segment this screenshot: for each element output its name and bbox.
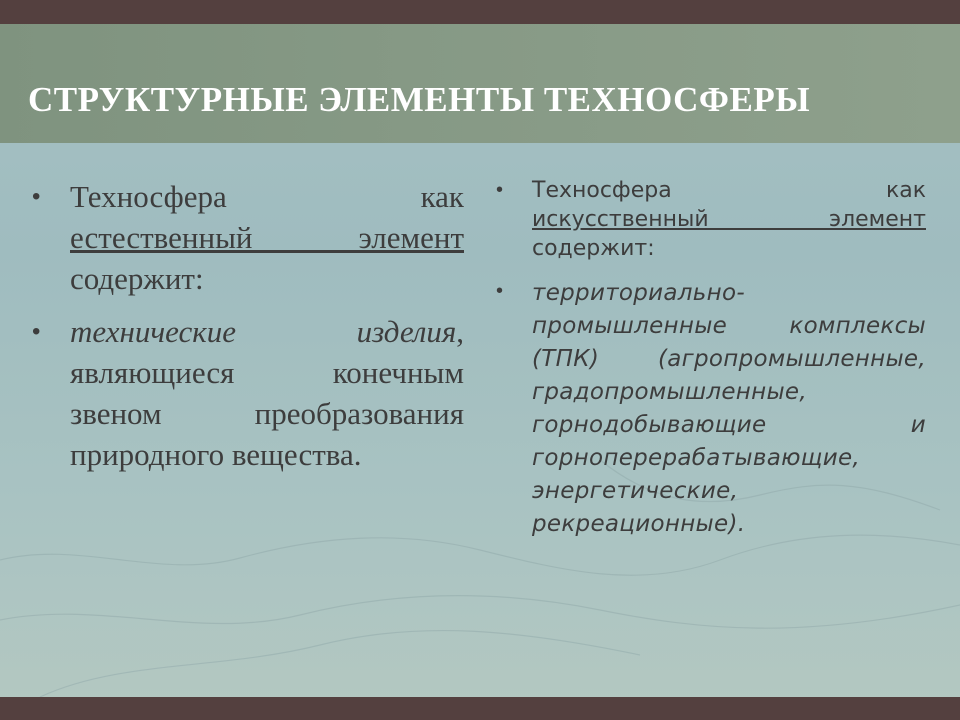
left-bullet-line-1	[70, 176, 464, 217]
right-word-as: как	[885, 178, 926, 203]
right-underlined-phrase: искусственный элемент	[532, 207, 926, 232]
right-bullet-artificial-element	[496, 176, 926, 263]
bullet-marker: •	[496, 280, 504, 302]
slide-title: СТРУКТУРНЫЕ ЭЛЕМЕНТЫ ТЕХНОСФЕРЫ	[28, 80, 811, 119]
right-column	[496, 176, 926, 541]
bullet-marker: •	[32, 318, 41, 345]
left-column	[32, 176, 464, 475]
left-bullet2-rest: являющиеся конечным звеном преобразования природного вещества.	[70, 355, 464, 472]
left-word-as: как	[420, 179, 464, 214]
bottom-frame-band	[0, 697, 960, 720]
top-frame-band	[0, 0, 960, 24]
right-bullet2-text: территориально-промышленные комплексы (ТПК) (агропромышленные, градопромышленные, горнодобывающие и горноперерабатывающие, энергетические, рекреационные).	[532, 280, 926, 537]
left-bullet-technical-products	[32, 311, 464, 475]
right-word-technosphere: Техносфера	[532, 178, 672, 203]
left-comma: ,	[456, 314, 464, 349]
left-underlined-phrase: естественный элемент	[70, 220, 464, 255]
left-word-technosphere: Техносфера	[70, 179, 227, 214]
left-italic-phrase: технические изделия	[70, 314, 457, 349]
right-contains-label: содержит:	[532, 236, 655, 261]
bullet-marker: •	[496, 179, 504, 201]
bullet-marker: •	[32, 183, 41, 210]
right-bullet-industrial-complexes	[496, 277, 926, 541]
left-contains-label: содержит:	[70, 261, 204, 296]
left-bullet-natural-element	[32, 176, 464, 299]
right-bullet-line-1	[532, 176, 926, 205]
